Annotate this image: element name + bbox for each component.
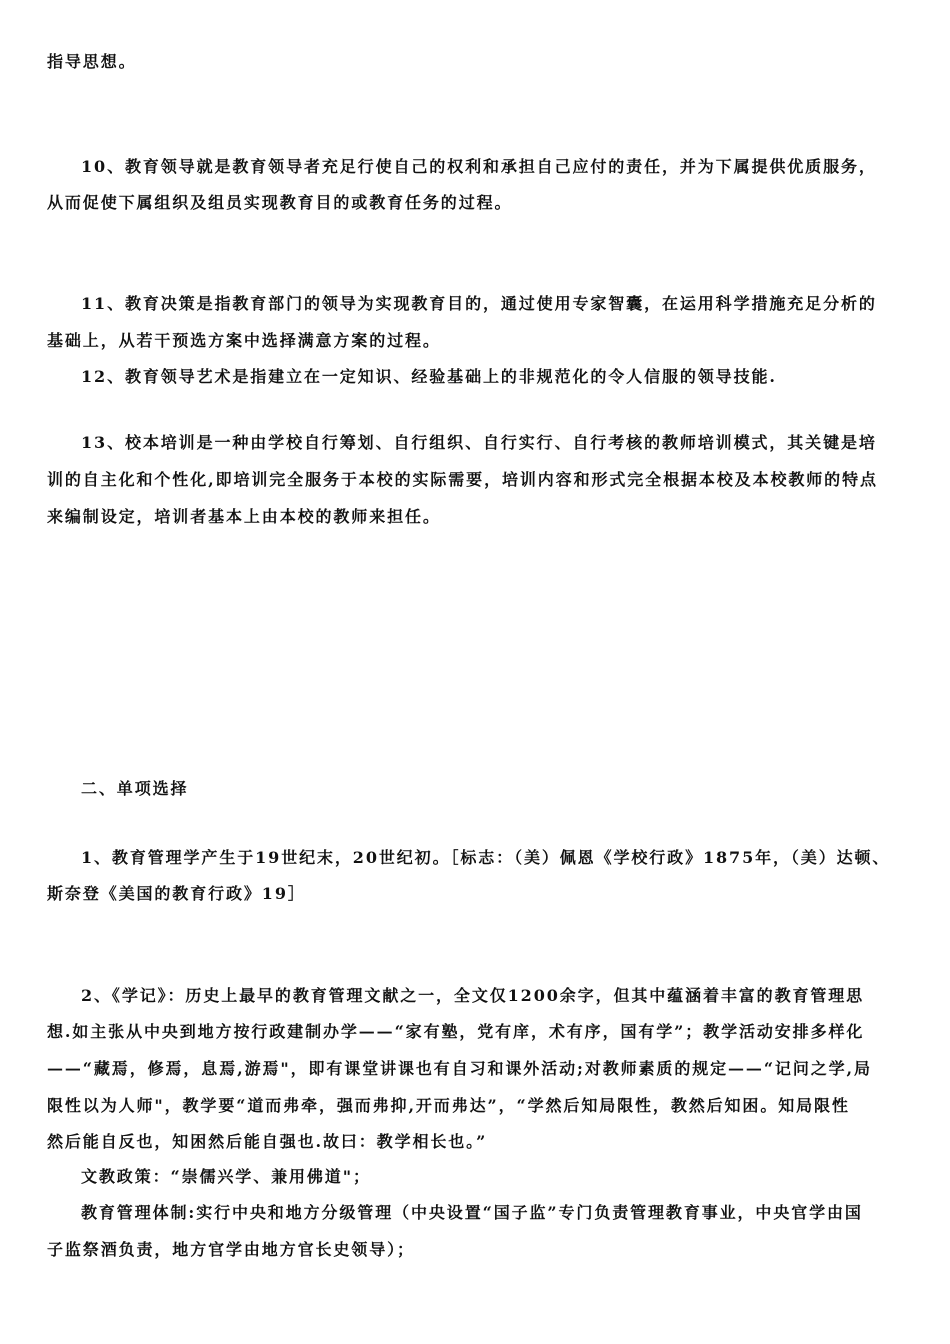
- text-line: 1、教育管理学产生于19世纪末，20世纪初。［标志：（美）佩恩《学校行政》1875年，（美）达顿、: [81, 848, 891, 867]
- text-line: 从而促使下属组织及组员实现教育目的或教育任务的过程。: [47, 193, 513, 212]
- text-line: 来编制设定，培训者基本上由本校的教师来担任。: [47, 507, 441, 526]
- text-line: 训的自主化和个性化,即培训完全服务于本校的实际需要，培训内容和形式完全根据本校及本校教师的特点: [47, 470, 878, 489]
- text-line: 然后能自反也，知困然后能自强也.故曰：教学相长也。”: [47, 1132, 488, 1151]
- text-line: 10、教育领导就是教育领导者充足行使自己的权利和承担自己应付的责任，并为下属提供优质服务，: [81, 157, 877, 176]
- text-line: 子监祭酒负责，地方官学由地方官长史领导）；: [47, 1240, 415, 1259]
- text-line: 2、《学记》：历史上最早的教育管理文献之一，全文仅1200余字，但其中蕴涵着丰富的教育管理思: [81, 986, 865, 1005]
- text-line: 文教政策：“崇儒兴学、兼用佛道"；: [81, 1167, 371, 1186]
- text-line: 想.如主张从中央到地方按行政建制办学——“家有塾，党有庠，术有序，国有学”；教学活动安排多样化: [47, 1022, 865, 1041]
- text-line: 12、教育领导艺术是指建立在一定知识、经验基础上的非规范化的令人信服的领导技能.: [81, 367, 777, 386]
- text-line: ——“藏焉，修焉，息焉,游焉"，即有课堂讲课也有自习和课外活动;对教师素质的规定——“记问之学,局: [47, 1059, 872, 1078]
- text-line: 指导思想。: [47, 52, 137, 71]
- text-line: 斯奈登《美国的教育行政》19］: [47, 884, 306, 903]
- text-line: 限性以为人师"，教学要“道而弗牵，强而弗抑,开而弗达”，“学然后知局限性，教然后知困。知局限性: [47, 1096, 850, 1115]
- section-heading: 二、单项选择: [81, 779, 189, 798]
- text-line: 11、教育决策是指教育部门的领导为实现教育目的，通过使用专家智囊，在运用科学措施充足分析的: [81, 294, 877, 313]
- text-line: 教育管理体制:实行中央和地方分级管理（中央设置“国子监”专门负责管理教育事业，中央官学由国: [81, 1203, 863, 1222]
- text-line: 13、校本培训是一种由学校自行筹划、自行组织、自行实行、自行考核的教师培训模式，其关键是培: [81, 433, 877, 452]
- text-line: 基础上，从若干预选方案中选择满意方案的过程。: [47, 331, 441, 350]
